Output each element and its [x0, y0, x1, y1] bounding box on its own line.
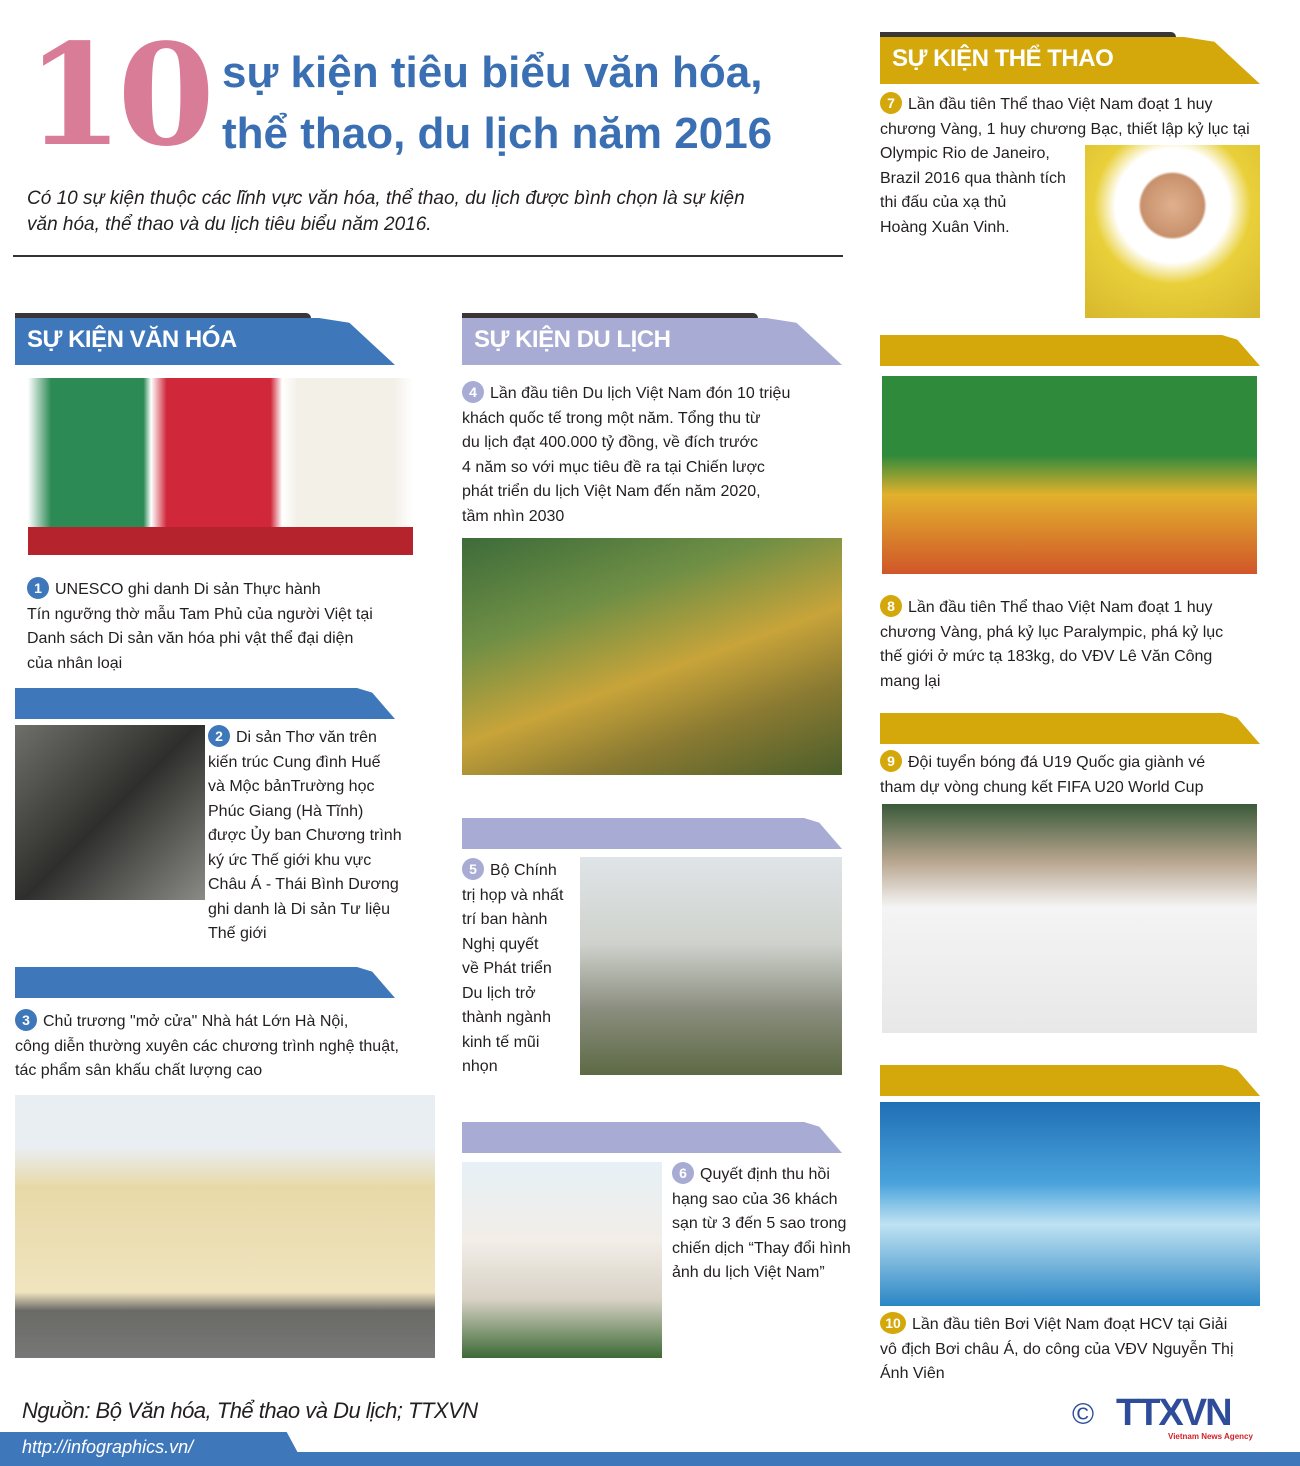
event-6: 6 Quyết định thu hồi hạng sao của 36 khách sạn từ 3 đến 5 sao trong chiến dịch “Thay đổi hình ảnh du lịch Việt Nam” [672, 1162, 877, 1286]
title-line-2: thể thao, du lịch năm 2016 [222, 109, 773, 158]
big-number: 10 [26, 14, 209, 178]
event-3: 3 Chủ trương "mở cửa" Nhà hát Lớn Hà Nội, công diễn thường xuyên các chương trình nghệ thuật, tác phẩm sân khấu chất lượng cao [15, 1009, 455, 1084]
temple-of-literature-image [580, 857, 842, 1075]
tourism-ribbon-2 [462, 818, 842, 849]
event-2: 2 Di sản Thơ văn trên kiến trúc Cung đình Huế và Mộc bảnTrường học Phúc Giang (Hà Tĩnh) được Ủy ban Chương trình ký ức Thế giới khu vực Châu Á - Thái Bình Dương ghi danh là Di sản Tư liệu Thế giới [208, 725, 443, 947]
culture-section-header: SỰ KIỆN VĂN HÓA [15, 313, 395, 365]
rice-terraces-image [462, 538, 842, 775]
culture-ribbon-3 [15, 967, 395, 998]
event-10: 10 Lần đầu tiên Bơi Việt Nam đoạt HCV tại Giải vô địch Bơi châu Á, do công của VĐV Nguyễn Thị Ánh Viên [880, 1312, 1290, 1387]
source-text: Nguồn: Bộ Văn hóa, Thể thao và Du lịch; TTXVN [22, 1398, 478, 1423]
tourism-ribbon-3 [462, 1122, 842, 1153]
title-line-1: sự kiện tiêu biểu văn hóa, [222, 48, 763, 97]
hanoi-opera-house-image [15, 1095, 435, 1358]
copyright-icon: © [1072, 1398, 1095, 1431]
sports-ribbon-2 [880, 335, 1260, 366]
intro-text: Có 10 sự kiện thuộc các lĩnh vực văn hóa, thể thao, du lịch được bình chọn là sự kiện văn hóa, thể thao và du lịch tiêu biểu năm 2016. [27, 188, 745, 235]
event-4: 4 Lần đầu tiên Du lịch Việt Nam đón 10 triệu khách quốc tế trong một năm. Tổng thu từ du lịch đạt 400.000 tỷ đồng, về đích trước 4 năm so với mục tiêu đề ra tại Chiến lược phát triển du lịch Việt Nam đến năm 2020, tầm nhìn 2030 [462, 381, 857, 529]
event-8: 8 Lần đầu tiên Thể thao Việt Nam đoạt 1 huy chương Vàng, phá kỷ lục Paralympic, phá kỷ lục thế giới ở mức tạ 183kg, do VĐV Lê Văn Công mang lại [880, 595, 1290, 694]
anh-vien-swimming-photo [880, 1102, 1260, 1306]
mother-goddess-statues-image [28, 378, 413, 555]
logo-subtitle: Vietnam News Agency [1168, 1432, 1253, 1441]
event-1: 1 UNESCO ghi danh Di sản Thực hành Tín ngưỡng thờ mẫu Tam Phủ của người Việt tại Danh sách Di sản văn hóa phi vật thể đại diện của nhân loại [27, 577, 432, 676]
event-5: 5 Bộ Chính trị họp và nhất trí ban hành Nghị quyết về Phát triển Du lịch trở thành ngành kinh tế mũi nhọn [462, 858, 578, 1080]
logo-text: TTXVN [1116, 1392, 1231, 1434]
sports-ribbon-3 [880, 713, 1260, 744]
le-van-cong-photo [882, 376, 1257, 574]
hotel-image [462, 1162, 662, 1358]
event-9: 9 Đội tuyển bóng đá U19 Quốc gia giành vé tham dự vòng chung kết FIFA U20 World Cup [880, 750, 1290, 800]
sports-section-header: SỰ KIỆN THỂ THAO [880, 32, 1260, 84]
divider [13, 255, 843, 257]
sports-ribbon-4 [880, 1065, 1260, 1096]
tourism-section-header: SỰ KIỆN DU LỊCH [462, 313, 842, 365]
culture-ribbon-2 [15, 688, 395, 719]
ttxvn-logo [1072, 1392, 1262, 1442]
woodblock-image [15, 725, 205, 900]
website-link[interactable]: http://infographics.vn/ [22, 1437, 194, 1457]
event-7: 7 Lần đầu tiên Thể thao Việt Nam đoạt 1 huy chương Vàng, 1 huy chương Bạc, thiết lập kỷ lục tại Olympic Rio de Janeiro, Brazil 2016 qua thành tích thi đấu của xạ thủ Hoàng Xuân Vinh. [880, 92, 1290, 240]
u19-football-team-photo [882, 804, 1257, 1033]
